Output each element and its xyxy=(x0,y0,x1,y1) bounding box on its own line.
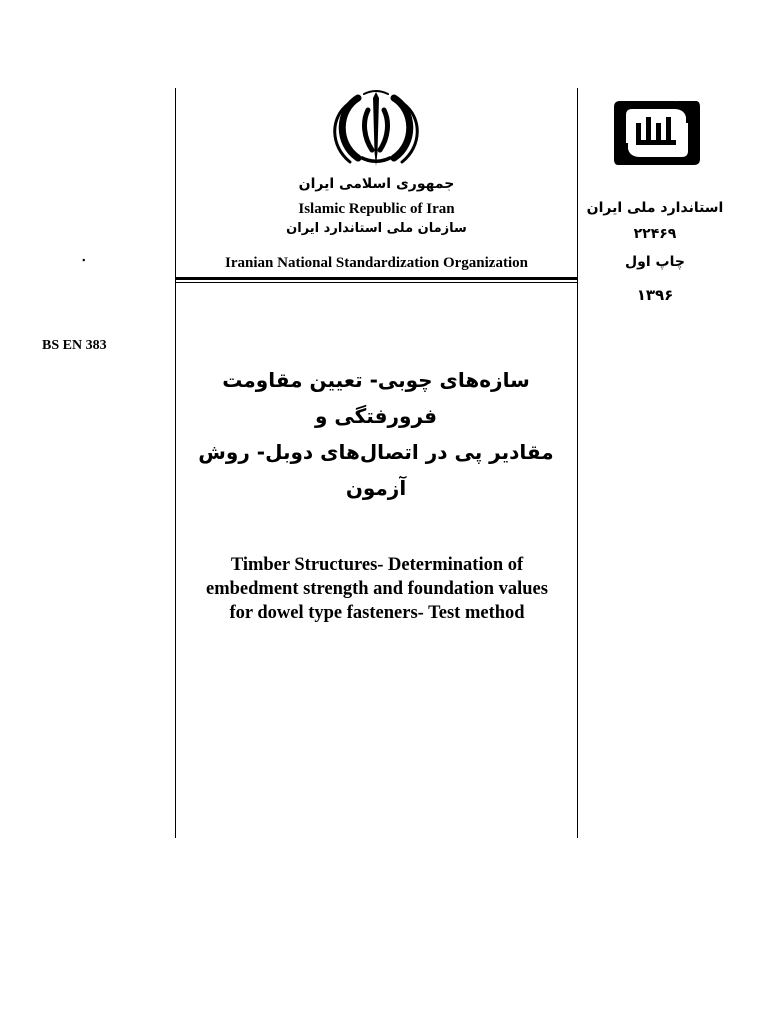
title-en-line: embedment strength and foundation values xyxy=(206,579,548,599)
edition-label: چاپ اول xyxy=(625,254,685,270)
iran-emblem-icon xyxy=(328,88,424,170)
title-en-line: for dowel type fasteners- Test method xyxy=(229,603,525,623)
organization-name-en: Iranian National Standardization Organization xyxy=(225,255,528,271)
title-fa-line: مقادیر پی در اتصال‌های دوبل- روش آزمون xyxy=(198,440,554,500)
country-name-en: Islamic Republic of Iran xyxy=(298,201,455,217)
title-en-line: Timber Structures- Determination of xyxy=(230,555,524,575)
reference-standard: BS EN 383 xyxy=(42,338,107,353)
header-rule-thick xyxy=(175,277,578,280)
title-fa-line: سازه‌های چوبی- تعیین مقاومت فرورفتگی و xyxy=(222,368,530,428)
right-column-rule xyxy=(577,88,578,838)
organization-name-fa: سازمان ملی استاندارد ایران xyxy=(286,221,467,236)
isiri-logo-icon xyxy=(612,95,702,171)
document-title-fa xyxy=(180,362,572,506)
standard-number: ۲۲۴۶۹ xyxy=(633,226,677,242)
dot-mark: ٠ xyxy=(80,253,88,268)
national-standard-label: استاندارد ملی ایران xyxy=(586,200,724,216)
country-name-fa: جمهوری اسلامی ایران xyxy=(298,176,455,192)
document-title-en xyxy=(178,553,576,625)
publication-year: ۱۳۹۶ xyxy=(636,286,674,304)
header-rule-thin xyxy=(175,282,578,283)
